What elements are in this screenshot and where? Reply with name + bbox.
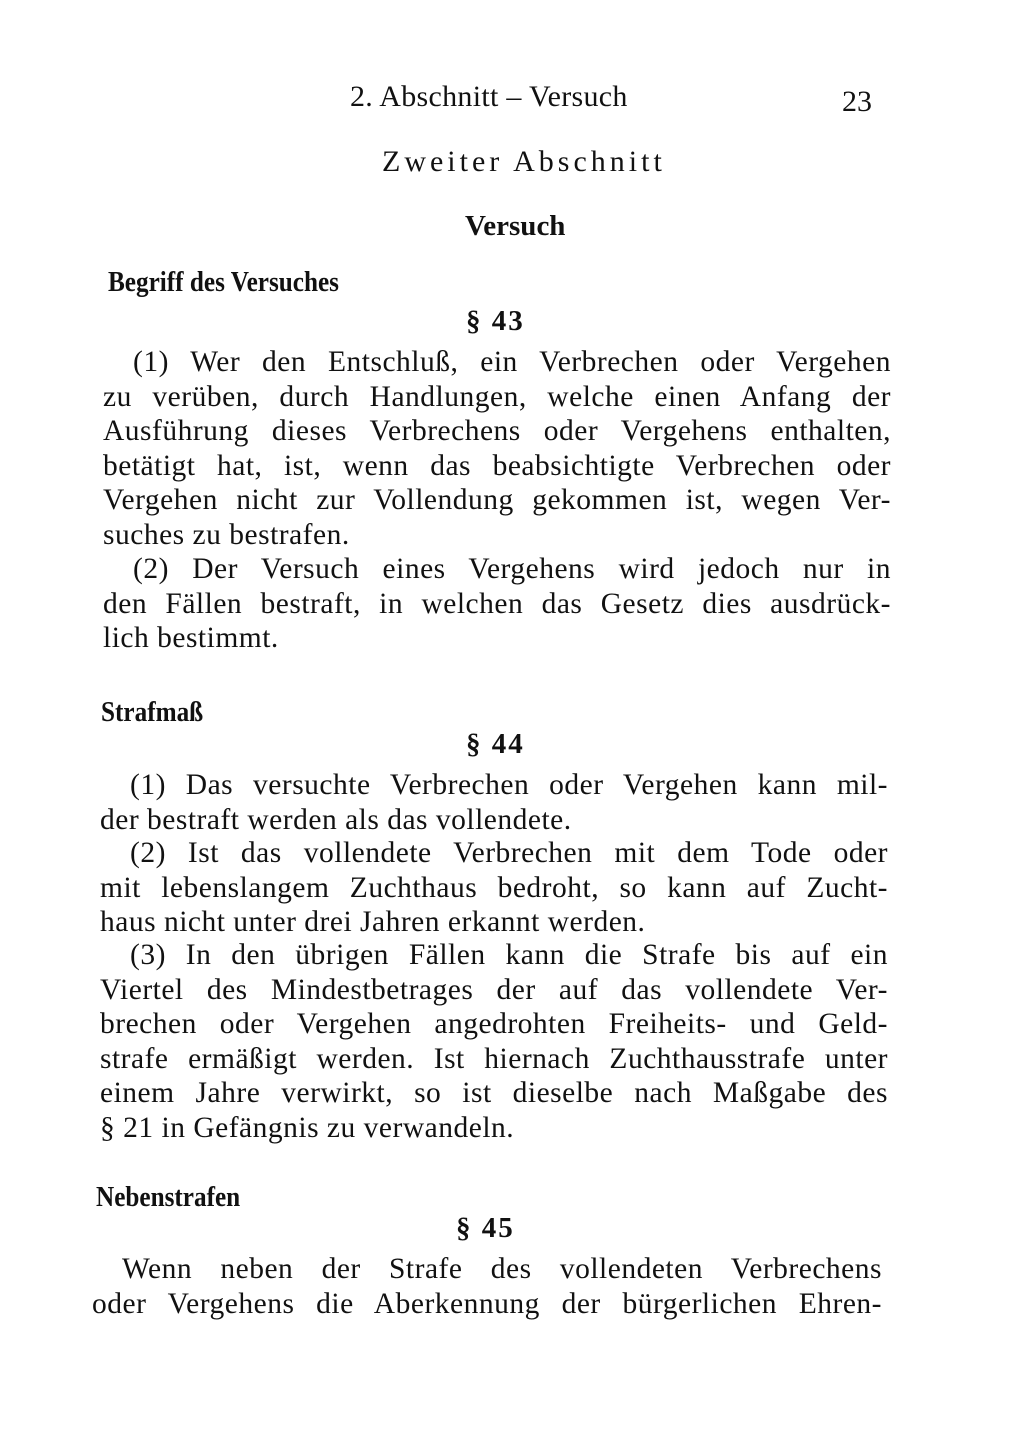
section-subtitle: Versuch xyxy=(465,210,566,242)
section-title: Zweiter Abschnitt xyxy=(382,145,666,178)
text-line: (2) Ist das vollendete Verbrechen mit dem Tode oder xyxy=(130,837,888,869)
text-line: brechen oder Vergehen angedrohten Freiheits- und Geld- xyxy=(100,1008,888,1040)
text-line: suches zu bestrafen. xyxy=(103,518,350,551)
text-line: strafe ermäßigt werden. Ist hiernach Zuchthausstrafe unter xyxy=(100,1042,888,1075)
text-line: betätigt hat, ist, wenn das beabsichtigte Verbrechen oder xyxy=(103,449,891,482)
text-line: (1) Wer den Entschluß, ein Verbrechen oder Vergehen xyxy=(133,346,891,378)
text-line: oder Vergehens die Aberkennung der bürgerlichen Ehren- xyxy=(92,1287,882,1320)
s43-paragraph-2 xyxy=(103,552,891,656)
s44-paragraph-3 xyxy=(100,938,888,1145)
text-line: zu verüben, durch Handlungen, welche einen Anfang der xyxy=(103,380,891,413)
text-line: mit lebenslangem Zuchthaus bedroht, so kann auf Zucht- xyxy=(100,871,888,904)
s43-paragraph-1 xyxy=(103,345,891,552)
text-line: § 21 in Gefängnis zu verwandeln. xyxy=(100,1111,515,1144)
s44-paragraph-1 xyxy=(100,768,888,837)
text-line: der bestraft werden als das vollendete. xyxy=(100,803,572,836)
s43-number: § 43 xyxy=(466,305,525,337)
text-line: Wenn neben der Strafe des vollendeten Verbrechens xyxy=(122,1253,882,1285)
text-line: Vergehen nicht zur Vollendung gekommen ist, wegen Ver- xyxy=(103,484,891,516)
s45-heading: Nebenstrafen xyxy=(96,1182,241,1213)
text-line: lich bestimmt. xyxy=(103,622,279,654)
s43-heading: Begriff des Versuches xyxy=(108,267,339,298)
text-line: (3) In den übrigen Fällen kann die Strafe bis auf ein xyxy=(130,939,888,971)
s45-number: § 45 xyxy=(456,1212,515,1244)
s44-heading: Strafmaß xyxy=(101,697,204,728)
text-line: einem Jahre verwirkt, so ist dieselbe nach Maßgabe des xyxy=(100,1077,888,1109)
text-line: Ausführung dieses Verbrechens oder Vergehens enthalten, xyxy=(103,415,891,447)
page-number: 23 xyxy=(842,85,872,118)
s44-paragraph-2 xyxy=(100,836,888,940)
text-line: (1) Das versuchte Verbrechen oder Vergehen kann mil- xyxy=(130,769,888,801)
text-line: Viertel des Mindestbetrages der auf das vollendete Ver- xyxy=(100,973,888,1006)
s44-number: § 44 xyxy=(466,728,525,760)
text-line: (2) Der Versuch eines Vergehens wird jedoch nur in xyxy=(133,553,891,585)
text-line: den Fällen bestraft, in welchen das Gesetz dies ausdrück- xyxy=(103,587,891,620)
running-head: 2. Abschnitt – Versuch xyxy=(350,80,628,113)
s45-paragraph-1 xyxy=(92,1252,882,1321)
text-line: haus nicht unter drei Jahren erkannt werden. xyxy=(100,906,646,938)
